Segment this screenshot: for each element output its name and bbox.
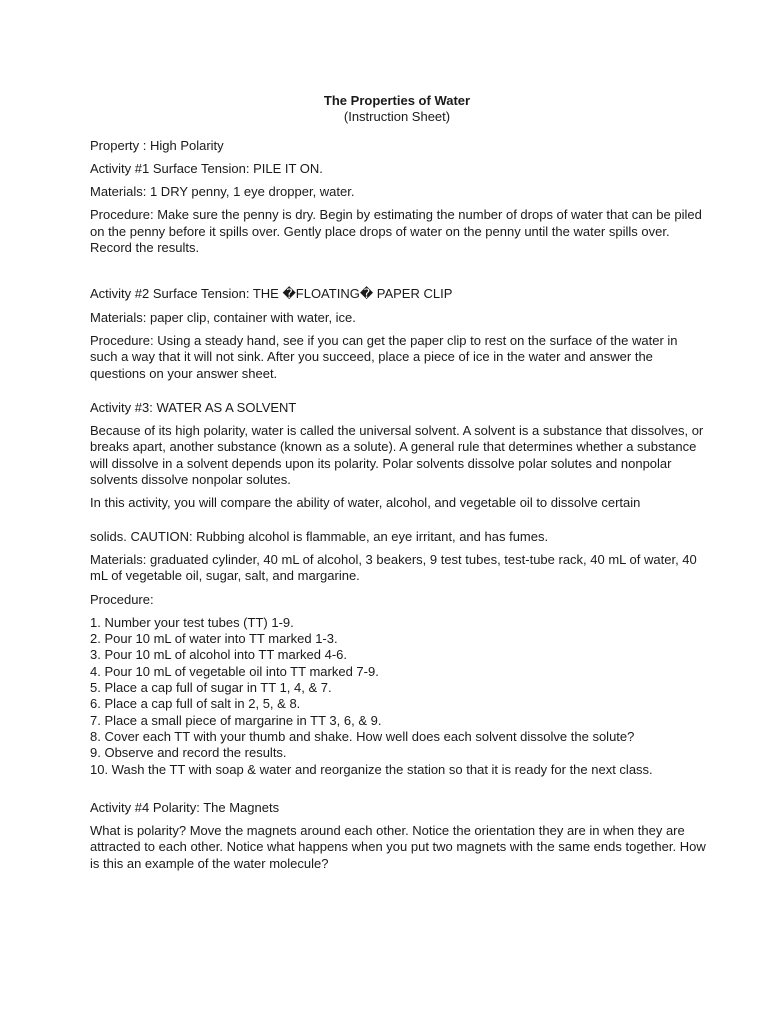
activity3-procedure-label: Procedure: xyxy=(90,591,154,607)
activity2-materials: Materials: paper clip, container with water, ice. xyxy=(90,309,356,325)
activity3-materials: Materials: graduated cylinder, 40 mL of alcohol, 3 beakers, 9 test tubes, test-tube rack, 40 mL of water, 40 mL of vegetable oil, sugar, salt, and margarine. xyxy=(90,551,697,584)
activity1-heading: Activity #1 Surface Tension: PILE IT ON. xyxy=(90,160,323,176)
activity2-heading: Activity #2 Surface Tension: THE �FLOATING� PAPER CLIP xyxy=(90,286,453,302)
list-item: 4. Pour 10 mL of vegetable oil into TT marked 7-9. xyxy=(90,663,379,679)
activity3-compare: In this activity, you will compare the ability of water, alcohol, and vegetable oil to dissolve certain xyxy=(90,495,641,511)
list-item: 6. Place a cap full of salt in 2, 5, & 8. xyxy=(90,696,301,712)
activity3-step-list xyxy=(90,615,708,778)
activity3-heading: Activity #3: WATER AS A SOLVENT xyxy=(90,399,297,415)
list-item: 3. Pour 10 mL of alcohol into TT marked 4-6. xyxy=(90,647,348,663)
activity4-heading: Activity #4 Polarity: The Magnets xyxy=(90,799,280,815)
list-item: 7. Place a small piece of margarine in TT 3, 6, & 9. xyxy=(90,712,382,728)
activity3-caution: solids. CAUTION: Rubbing alcohol is flammable, an eye irritant, and has fumes. xyxy=(90,528,549,544)
activity1-procedure: Procedure: Make sure the penny is dry. Begin by estimating the number of drops of water that can be piled on the penny before it spills over. Gently place drops of water on the penny until the water spills over. Record the results. xyxy=(90,207,702,256)
activity2-procedure: Procedure: Using a steady hand, see if you can get the paper clip to rest on the surface of the water in such a way that it will not sink. After you succeed, place a piece of ice in the water and answer the questions on your answer sheet. xyxy=(90,332,678,381)
property-line: Property : High Polarity xyxy=(90,137,224,153)
list-item: 2. Pour 10 mL of water into TT marked 1-3. xyxy=(90,631,338,647)
list-item: 8. Cover each TT with your thumb and shake. How well does each solvent dissolve the solute? xyxy=(90,728,635,744)
list-item: 9. Observe and record the results. xyxy=(90,745,287,761)
activity4-body: What is polarity? Move the magnets around each other. Notice the orientation they are in when they are attracted to each other. Notice what happens when you put two magnets with the same ends together. How is this an example of the water molecule? xyxy=(90,823,706,871)
list-item: 10. Wash the TT with soap & water and reorganize the station so that it is ready for the next class. xyxy=(90,761,653,777)
document-title: The Properties of Water xyxy=(323,93,471,108)
activity1-materials: Materials: 1 DRY penny, 1 eye dropper, water. xyxy=(90,184,355,200)
list-item: 5. Place a cap full of sugar in TT 1, 4, & 7. xyxy=(90,680,332,696)
list-item: 1. Number your test tubes (TT) 1-9. xyxy=(90,614,294,630)
document-subtitle: (Instruction Sheet) xyxy=(343,109,451,125)
activity3-intro: Because of its high polarity, water is called the universal solvent. A solvent is a substance that dissolves, or breaks apart, another substance (known as a solute). A general rule that determines whether a substance will dissolve in a solvent depends upon its polarity. Polar solvents dissolve polar solutes and nonpolar solvents dissolve nonpolar solutes. xyxy=(90,423,704,488)
